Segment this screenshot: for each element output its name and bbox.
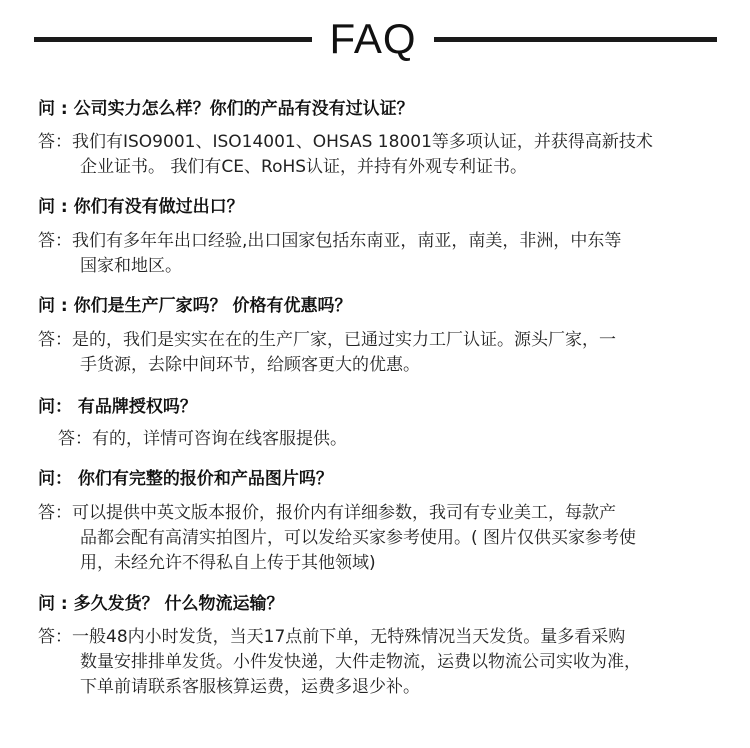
faq-answer-6-line-2: 数量安排排单发货。小件发快递，大件走物流，运费以物流公司实收为准， <box>80 652 641 672</box>
faq-answer-3-line-1: 答：是的，我们是实实在在的生产厂家，已通过实力工厂认证。源头厂家，一 <box>38 330 616 350</box>
faq-answer-4-line-1: 答：有的，详情可咨询在线客服提供。 <box>58 429 347 449</box>
faq-answer-3 <box>38 328 616 378</box>
faq-answer-6-line-1: 答：一般48内小时发货，当天17点前下单，无特殊情况当天发货。量多看采购 <box>38 627 626 647</box>
faq-answer-1-line-2: 企业证书。 我们有CE、RoHS认证，并持有外观专利证书。 <box>80 157 528 177</box>
faq-answer-3-line-2: 手货源，去除中间环节，给顾客更大的优惠。 <box>80 355 420 375</box>
faq-answer-2-line-1: 答：我们有多年年出口经验,出口国家包括东南亚，南亚，南美，非洲，中东等 <box>38 231 622 251</box>
faq-question-5: 问： 你们有完整的报价和产品图片吗？ <box>38 469 333 489</box>
faq-answer-4 <box>58 427 347 452</box>
faq-question-6: 问 : 多久发货？ 什么物流运输？ <box>38 594 284 614</box>
faq-answer-1 <box>38 130 653 180</box>
page-title: FAQ <box>329 15 417 62</box>
faq-answer-5 <box>38 501 636 576</box>
faq-answer-5-line-3: 用，未经允许不得私自上传于其他领域) <box>80 553 376 573</box>
faq-answer-6-line-3: 下单前请联系客服核算运费，运费多退少补。 <box>80 677 420 697</box>
faq-answer-2-line-2: 国家和地区。 <box>80 256 182 276</box>
header-rule-left <box>34 37 312 42</box>
faq-answer-5-line-1: 答：可以提供中英文版本报价，报价内有详细参数，我司有专业美工，每款产 <box>38 503 616 523</box>
faq-answer-1-line-1: 答：我们有ISO9001、ISO14001、OHSAS 18001等多项认证，并获得高新技术 <box>38 132 653 152</box>
faq-question-1: 问 : 公司实力怎么样？你们的产品有没有过认证？ <box>38 99 414 119</box>
faq-header <box>0 12 750 68</box>
header-rule-right <box>434 37 717 42</box>
faq-answer-6 <box>38 625 641 700</box>
faq-question-4: 问： 有品牌授权吗？ <box>38 397 197 417</box>
faq-answer-2 <box>38 229 621 279</box>
faq-question-3: 问 : 你们是生产厂家吗？ 价格有优惠吗？ <box>38 296 352 316</box>
faq-question-2: 问 : 你们有没有做过出口？ <box>38 197 244 217</box>
faq-answer-5-line-2: 品都会配有高清实拍图片，可以发给买家参考使用。( 图片仅供买家参考使 <box>80 528 637 548</box>
